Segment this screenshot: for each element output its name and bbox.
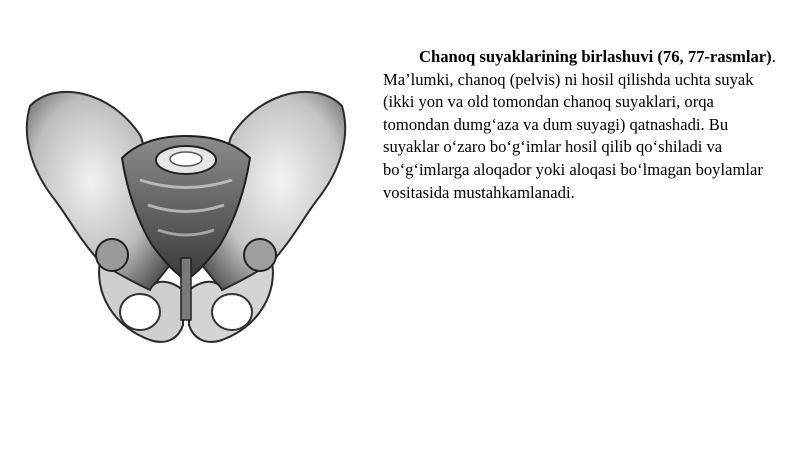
pubic-symphysis: [181, 258, 191, 320]
right-acetabulum: [244, 239, 276, 271]
paragraph-heading: Chanoq suyaklarining birlashuvi (76, 77-rasmlar): [419, 47, 772, 66]
paragraph-body: Ma’lumki, chanoq (pelvis) ni hosil qilishda uchta suyak (ikki yon va old tomondan chanoq suyaklari, orqa tomondan dumg‘aza va dum suyagi) qatnashadi. Bu suyaklar o‘zaro bo‘g‘imlar hosil qilib qo‘shiladi va bo‘g‘imlarga aloqador yoki aloqasi bo‘lmagan boylamlar vositasida mustahkamlanadi.: [383, 69, 763, 202]
pelvis-drawing: [0, 40, 372, 370]
description-paragraph: [383, 46, 778, 204]
left-acetabulum: [96, 239, 128, 271]
paragraph-heading-punct: .: [771, 47, 776, 66]
right-obturator-foramen: [212, 294, 252, 330]
pelvis-illustration: [0, 40, 372, 370]
left-obturator-foramen: [120, 294, 160, 330]
